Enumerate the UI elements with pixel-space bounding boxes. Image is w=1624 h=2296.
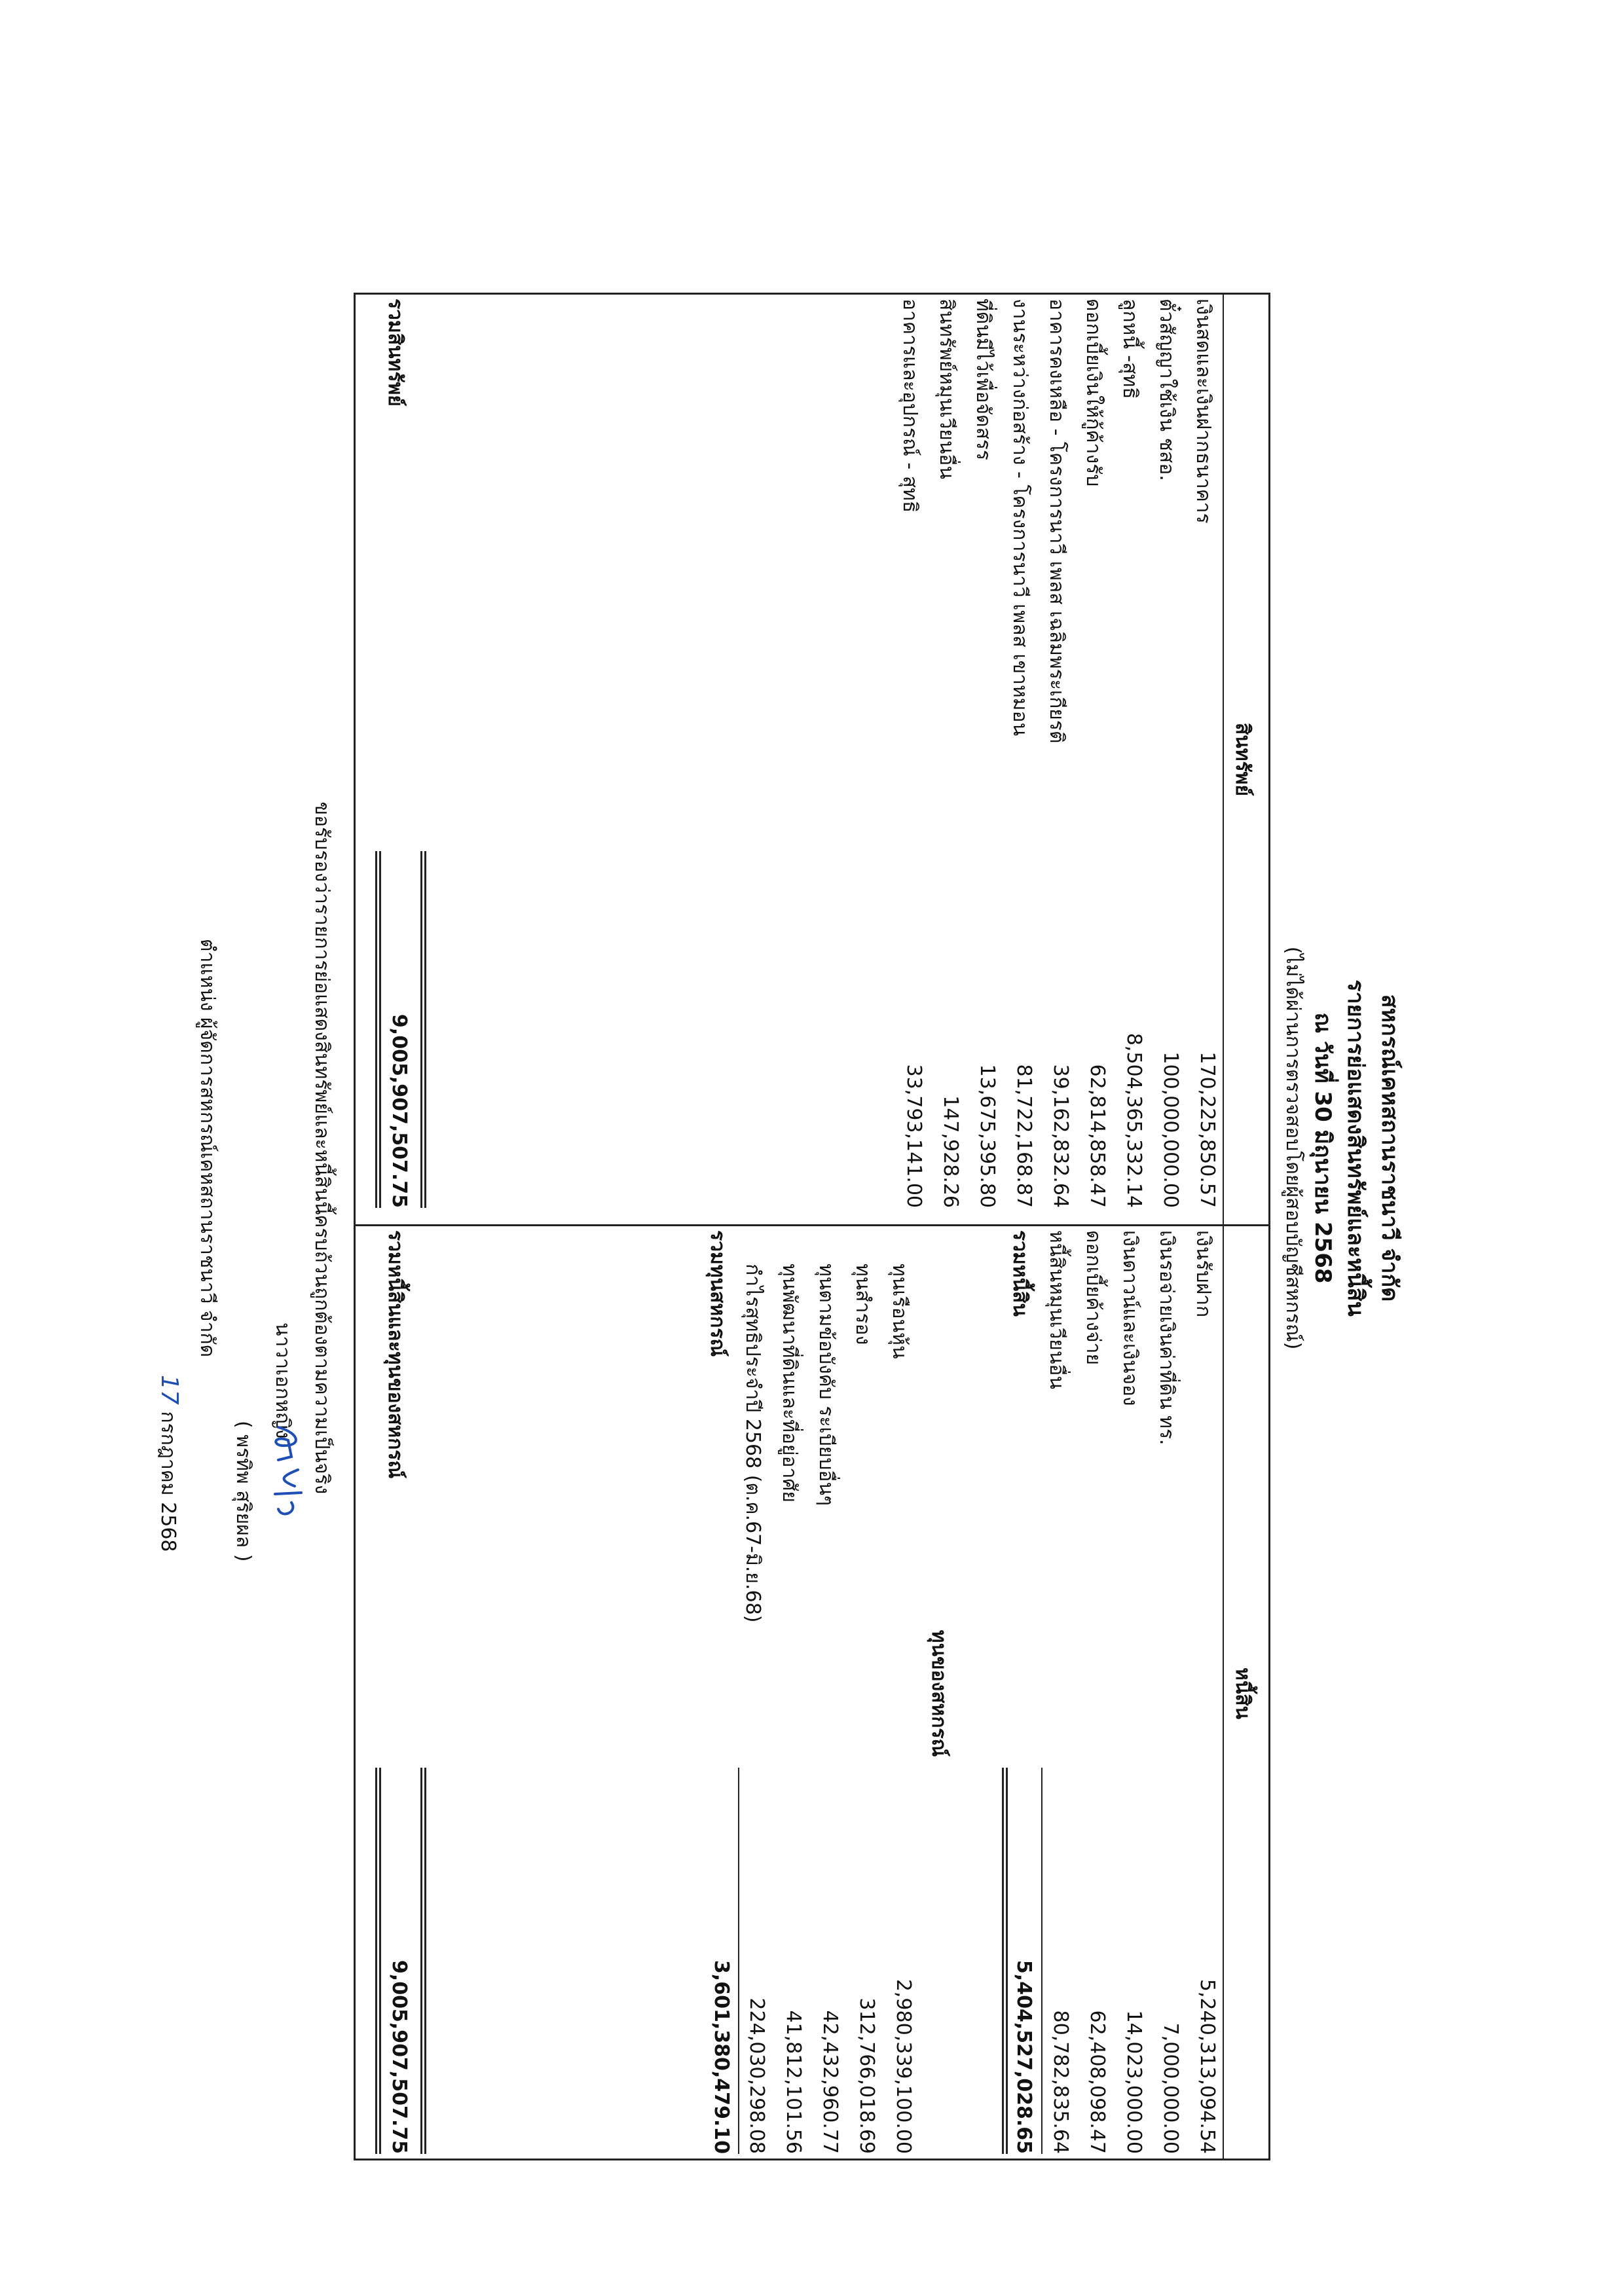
grand-total-amount: 9,005,907,507.75	[388, 1959, 411, 2154]
liabilities-subtotal-rule	[1041, 1768, 1043, 2154]
asset-label: ดอกเบี้ยเงินให้กู้ค้างรับ	[1082, 299, 1105, 487]
asset-label: ลูกหนี้ -สุทธิ	[1118, 299, 1141, 399]
asset-amount: 39,162,832.64	[1049, 1064, 1072, 1208]
asset-amount: 100,000,000.00	[1159, 1051, 1182, 1208]
asset-label: ที่ดินมีไว้เพื่อจัดสรร	[972, 299, 995, 461]
asset-label: ตั๋วสัญญาใช้เงิน ชสอ.	[1155, 299, 1178, 481]
assets-total-top-rule	[420, 851, 426, 1208]
asset-amount: 170,225,850.57	[1196, 1051, 1219, 1208]
asset-label: เงินสดและเงินฝากธนาคาร	[1192, 299, 1215, 524]
liability-label: หนี้สินหมุนเวียนอื่น	[1045, 1230, 1068, 1389]
equity-label: ทุนพัฒนาที่ดินและที่อยู่อาศัย	[778, 1264, 801, 1503]
liability-amount: 5,240,313,094.54	[1196, 1978, 1219, 2154]
liability-amount: 80,782,835.64	[1049, 2010, 1072, 2154]
asset-label: อาคารคงเหลือ - โครงการนาวี เพลส เฉลิมพระเกียรติ	[1045, 299, 1068, 744]
equity-label: กำไรสุทธิประจำปี 2568 (ต.ค.67-มิ.ย.68)	[741, 1264, 764, 1623]
column-divider	[356, 1224, 1268, 1226]
handwritten-signature	[265, 1421, 311, 1525]
signer-position: ตำแหน่ง ผู้จัดการสหกรณ์เคหสถานราชนาวี จำกัด	[196, 938, 219, 1358]
assets-heading: สินทรัพย์	[1231, 722, 1254, 797]
equity-amount: 2,980,339,100.00	[892, 1978, 915, 2154]
liability-label: ดอกเบี้ยค้างจ่าย	[1082, 1230, 1105, 1366]
balance-table	[354, 293, 1270, 2160]
liability-label: เงินดาวน์และเงินจอง	[1118, 1230, 1141, 1406]
asset-label: สินทรัพย์หมุนเวียนอื่น	[935, 299, 958, 479]
asset-amount: 62,814,858.47	[1086, 1064, 1109, 1208]
signature-date	[153, 1375, 183, 1552]
liability-label: เงินรับฝาก	[1192, 1230, 1215, 1318]
as-of-date: ณ วันที่ 30 มิถุนายน 2568	[1310, 1012, 1336, 1284]
asset-label: อาคารและอุปกรณ์ - สุทธิ	[898, 299, 921, 513]
grand-total-bottom-rule	[375, 1768, 381, 2154]
grand-total-top-rule	[420, 1768, 426, 2154]
equity-amount: 41,812,101.56	[782, 2010, 805, 2154]
liabilities-total-amount: 5,404,527,028.65	[1012, 1959, 1035, 2154]
audit-note: (ไม่ได้ผ่านการตรวจสอบโดยผู้สอบบัญชีสหกรณ์)	[1282, 946, 1304, 1350]
equity-total-label: รวมทุนสหกรณ์	[706, 1230, 729, 1357]
signer-name: ( พรทิพ สุริยผล )	[232, 1421, 255, 1562]
asset-amount: 13,675,395.80	[976, 1064, 999, 1208]
equity-total-amount: 3,601,380,479.10	[710, 1959, 733, 2154]
equity-label: ทุนสำรอง	[851, 1264, 874, 1345]
equity-subtotal-rule	[738, 1768, 739, 2154]
org-name: สหกรณ์เคหสถานราชนาวี จำกัด	[1376, 994, 1403, 1302]
certification-statement: ขอรับรองว่ารายการย่อแสดงสินทรัพย์และหนี้สินนี้ครบถ้วนถูกต้องตามความเป็นจริง	[310, 801, 333, 1495]
liabilities-heading: หนี้สิน	[1231, 1667, 1254, 1720]
liability-amount: 7,000,000.00	[1159, 2022, 1182, 2154]
date-month-year: กรกฎาคม 2568	[157, 1411, 179, 1552]
equity-amount: 312,766,018.69	[855, 1997, 878, 2154]
liability-amount: 62,408,098.47	[1086, 2010, 1109, 2154]
asset-amount: 33,793,141.00	[902, 1064, 925, 1208]
liability-amount: 14,023,000.00	[1122, 2010, 1145, 2154]
assets-total-label: รวมสินทรัพย์	[384, 299, 407, 407]
asset-amount: 8,504,365,332.14	[1122, 1032, 1145, 1208]
equity-label: ทุนตามข้อบังคับ ระเบียบอื่นๆ	[815, 1264, 838, 1506]
grand-total-label: รวมหนี้สินและทุนของสหกรณ์	[384, 1230, 407, 1479]
assets-total-amount: 9,005,907,507.75	[388, 1013, 411, 1208]
liabilities-total-rule	[1002, 1768, 1008, 2154]
asset-amount: 81,722,168.87	[1012, 1064, 1035, 1208]
liability-label: เงินรอจ่ายเงินค่าที่ดิน ทร.	[1155, 1230, 1178, 1446]
date-day: 17	[156, 1375, 183, 1405]
equity-amount: 224,030,298.08	[745, 1997, 768, 2154]
liabilities-total-label: รวมหนี้สิน	[1008, 1230, 1031, 1317]
assets-total-bottom-rule	[375, 851, 381, 1208]
statement-title: รายการย่อแสดงสินทรัพย์และหนี้สิน	[1342, 979, 1369, 1317]
equity-heading: ทุนของสหกรณ์	[927, 1630, 950, 1757]
signer-title: นาวาเอกหญิง	[271, 1322, 294, 1439]
equity-label: ทุนเรือนหุ้น	[888, 1264, 911, 1359]
equity-amount: 42,432,960.77	[819, 2010, 841, 2154]
asset-label: งานระหว่างก่อสร้าง - โครงการนาวี เพลส เขาหมอน	[1008, 299, 1031, 737]
asset-amount: 147,928.26	[939, 1095, 962, 1208]
header-rule	[1223, 295, 1224, 2159]
